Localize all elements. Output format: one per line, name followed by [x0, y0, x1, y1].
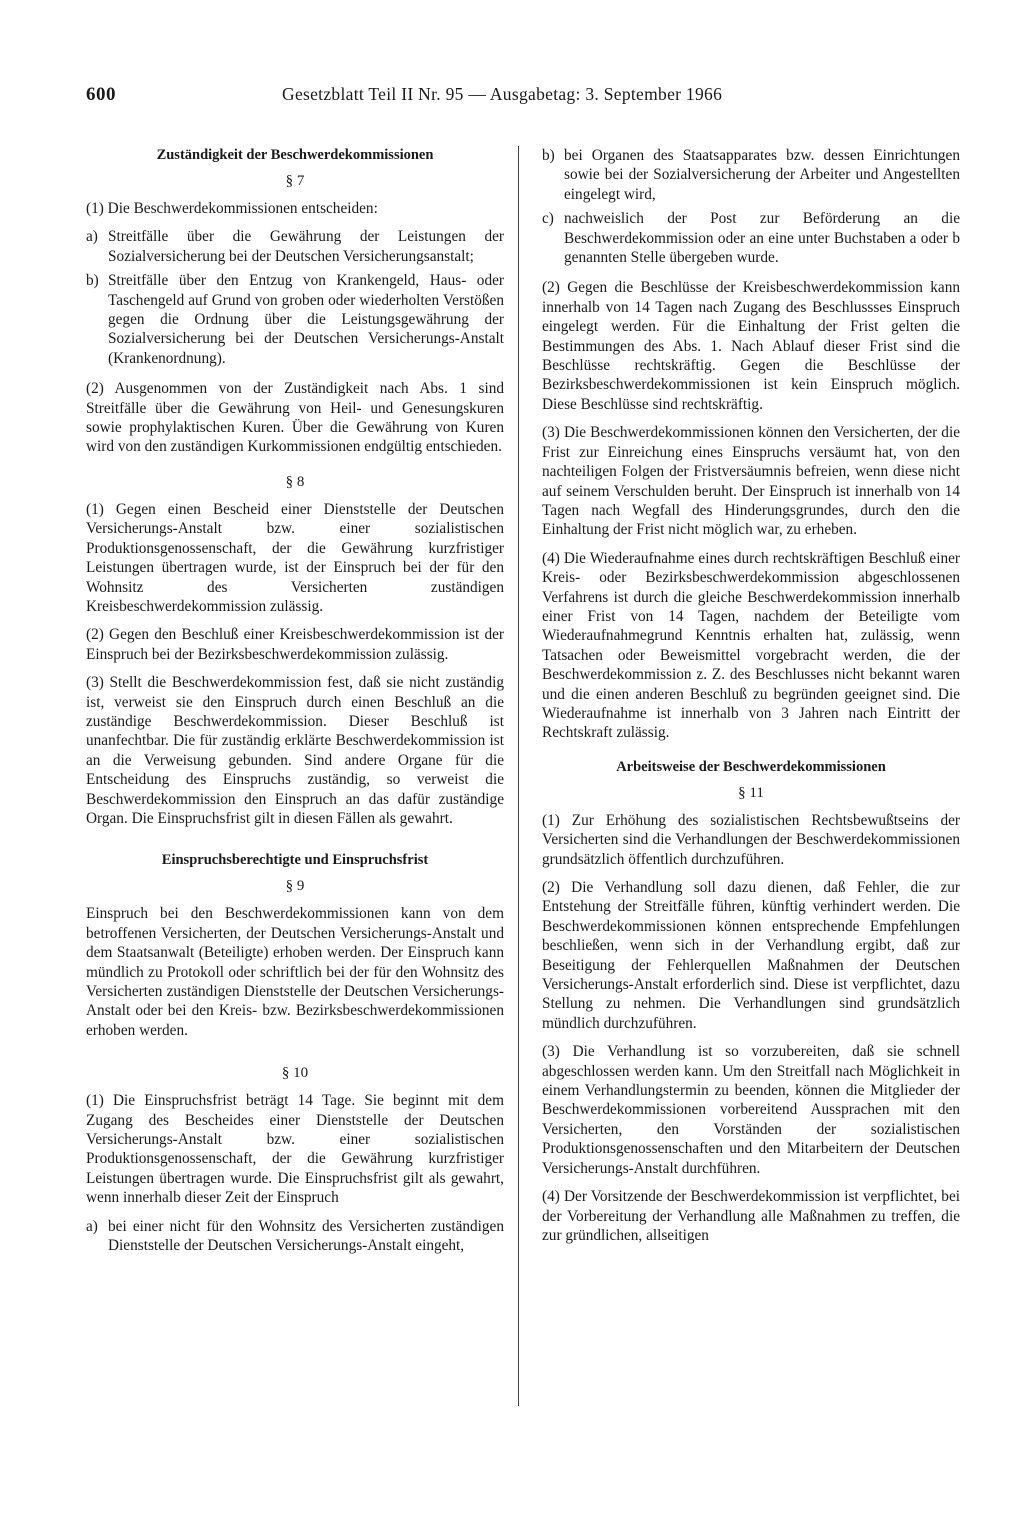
- heading-arbeitsweise: Arbeitsweise der Beschwerdekommissionen: [616, 758, 886, 775]
- section-8: § 8: [285, 473, 305, 490]
- paragraph-11-1: (1) Zur Erhöhung des sozialistischen Rechtsbewußtseins der Versicherten sind die Verhandlungen der Beschwerdekommissionen grundsätzlich öffentlich durchzuführen.: [542, 811, 960, 868]
- list-label: a): [86, 228, 98, 246]
- section-9: § 9: [285, 878, 305, 895]
- list-label: c): [542, 210, 554, 228]
- section-11: § 11: [738, 784, 764, 801]
- paragraph-7-2: (2) Ausgenommen von der Zuständigkeit nach Abs. 1 sind Streitfälle über die Gewährung von Heil- und Genesungskuren sowie prophylaktischen Kuren. Über die Gewährung von Kuren wird von den zuständigen Kurkommissionen endgültig entschieden.: [86, 380, 504, 456]
- list-label: a): [86, 1217, 98, 1235]
- section-10: § 10: [281, 1065, 309, 1082]
- paragraph-7-1: (1) Die Beschwerdekommissionen entscheiden:: [86, 200, 378, 217]
- list-item-10-a: [86, 1217, 504, 1256]
- list-label: b): [86, 272, 99, 290]
- paragraph-8-3: (3) Stellt die Beschwerdekommission fest, daß sie nicht zuständig ist, verweist sie den Einspruch durch einen Beschluß an die zuständige Beschwerdekommission. Dieser Beschluß ist unanfechtbar. Die für zuständig erklärte Beschwerdekommission ist an die Verweisung gebunden. Sind andere Organe für die Entscheidung des Einspruchs zuständig, so verweist die Beschwerdekommission den Einspruch an das dafür zuständige Organ. Die Einspruchsfrist gilt in diesen Fällen als gewahrt.: [86, 674, 504, 827]
- left-column: [86, 146, 504, 1260]
- page-header: [86, 84, 966, 112]
- list-text: bei einer nicht für den Wohnsitz des Versicherten zuständigen Dienststelle der Deutschen Versicherungs-Anstalt eingeht,: [108, 1217, 504, 1255]
- header-title: Gesetzblatt Teil II Nr. 95 — Ausgabetag: 3. September 1966: [282, 84, 723, 104]
- list-item-10-b: [542, 146, 960, 204]
- column-divider: [518, 146, 519, 1406]
- paragraph-11-2: (2) Die Verhandlung soll dazu dienen, daß Fehler, die zur Entstehung der Streitfälle führen, künftig verhindert werden. Die Beschwerdekommissionen können entsprechende Empfehlungen beschließen, wenn sich in der Verhandlung ergibt, daß zur Beseitigung der Fehlerquellen Maßnahmen der Deutschen Versicherungs-Anstalt erforderlich sind. Diese ist verpflichtet, dazu Stellung zu nehmen. Die Verhandlungen sind grundsätzlich mündlich durchzuführen.: [542, 879, 960, 1032]
- paragraph-9: Einspruch bei den Beschwerdekommissionen kann von dem betroffenen Versicherten, der Deutschen Versicherungs-Anstalt und dem Staatsanwalt (Beteiligte) erhoben werden. Der Einspruch kann mündlich zu Protokoll oder schriftlich bei der für den Wohnsitz des Versicherten zuständigen Dienststelle der Deutschen Versicherungs-Anstalt oder bei den Kreis- bzw. Bezirksbeschwerdekommissionen erhoben werden.: [86, 905, 504, 1039]
- list-text: nachweislich der Post zur Beförderung an die Beschwerdekommission oder an eine unter Buchstaben a oder b genannten Stelle übergeben wurde.: [564, 210, 960, 267]
- list-text: Streitfälle über die Gewährung der Leistungen der Sozialversicherung bei der Deutschen Versicherungsanstalt;: [108, 228, 504, 265]
- paragraph-8-2: (2) Gegen den Beschluß einer Kreisbeschwerdekommission ist der Einspruch bei der Bezirksbeschwerdekommission zulässig.: [86, 626, 504, 663]
- list-item-7-a: [86, 227, 504, 266]
- heading-zustaendigkeit: Zuständigkeit der Beschwerdekommissionen: [156, 147, 434, 163]
- heading-einspruchsberechtigte: Einspruchsberechtigte und Einspruchsfrist: [161, 852, 429, 869]
- list-item-10-c: [542, 209, 960, 267]
- paragraph-8-1: (1) Gegen einen Bescheid einer Dienststelle der Deutschen Versicherungs-Anstalt bzw. einer sozialistischen Produktionsgenossenschaft, der die Gewährung kurzfristiger Leistungen übertragen wurde, ist der Einspruch bei der für den Wohnsitz des Versicherten zuständigen Kreisbeschwerdekommission zulässig.: [86, 500, 504, 615]
- list-item-7-b: [86, 271, 504, 368]
- paragraph-11-3: (3) Die Verhandlung ist so vorzubereiten, daß sie schnell abgeschlossen werden kann. Um den Streitfall nach Möglichkeit in einem Verhandlungstermin zu beenden, können die Mitglieder der Beschwerdekommissionen vorbereitend Aussprachen mit den Versicherten, den Vorständen der sozialistischen Produktionsgenossenschaften und den Mitarbeitern der Deutschen Versicherungs-Anstalt durchführen.: [542, 1043, 960, 1177]
- right-column: [542, 146, 960, 1254]
- list-text: Streitfälle über den Entzug von Krankengeld, Haus- oder Taschengeld auf Grund von groben oder wiederholten Verstößen gegen die Ordnung über die Leistungsgewährung der Sozialversicherung bei der Deutschen Versicherungs-Anstalt (Krankenordnung).: [108, 272, 504, 367]
- paragraph-11-4: (4) Der Vorsitzende der Beschwerdekommission ist verpflichtet, bei der Vorbereitung der Verhandlung alle Maßnahmen zu treffen, die zur gründlichen, allseitigen: [542, 1188, 960, 1244]
- paragraph-10-1: (1) Die Einspruchsfrist beträgt 14 Tage. Sie beginnt mit dem Zugang des Bescheides einer Dienststelle der Deutschen Versicherungs-Anstalt bzw. einer sozialistischen Produktionsgenossenschaft, der die Gewährung kurzfristiger Leistungen übertragen wurde. Die Einspruchsfrist gilt als gewahrt, wenn innerhalb dieser Zeit der Einspruch: [86, 1092, 504, 1207]
- list-text: bei Organen des Staatsapparates bzw. dessen Einrichtungen sowie bei der Sozialversicherung der Arbeiter und Angestellten eingelegt wird,: [564, 147, 960, 203]
- section-7: § 7: [285, 173, 305, 189]
- list-label: b): [542, 147, 555, 164]
- page-number: 600: [86, 84, 116, 105]
- paragraph-10-4: (4) Die Wiederaufnahme eines durch rechtskräftigen Beschluß einer Kreis- oder Bezirksbeschwerdekommission abgeschlossenen Verfahrens ist durch die gleiche Beschwerdekommission innerhalb einer Frist von 14 Tagen, nachdem der Beteiligte vom Wiederaufnahmegrund Kenntnis erhalten hat, zulässig, wenn Tatsachen oder Beweismittel vorgebracht werden, die der Beschwerdekommission z. Z. des Beschlusses nicht bekannt waren und die einen anderen Beschluß zu begründen geeignet sind. Die Wiederaufnahme ist innerhalb von 3 Jahren nach Eintritt der Rechtskraft zulässig.: [542, 549, 960, 742]
- paragraph-10-3: (3) Die Beschwerdekommissionen können den Versicherten, der die Frist zur Einreichung eines Einspruchs versäumt hat, von den nachteiligen Folgen der Fristversäumnis befreien, wenn diese nicht auf seinem Verschulden beruht. Der Einspruch ist innerhalb von 14 Tagen nach Wegfall des Hinderungsgrundes, durch den die Einhaltung der Frist nicht möglich war, zu erheben.: [542, 424, 960, 539]
- paragraph-10-2: (2) Gegen die Beschlüsse der Kreisbeschwerdekommission kann innerhalb von 14 Tagen nach Zugang des Beschlussses Einspruch eingelegt werden. Für die Einhaltung der Frist gelten die Bestimmungen des Abs. 1. Nach Ablauf dieser Frist sind die Beschlüsse rechtskräftig. Gegen die Beschlüsse der Bezirksbeschwerdekommissionen ist kein Einspruch möglich. Diese Beschlüsse sind rechtskräftig.: [542, 279, 960, 413]
